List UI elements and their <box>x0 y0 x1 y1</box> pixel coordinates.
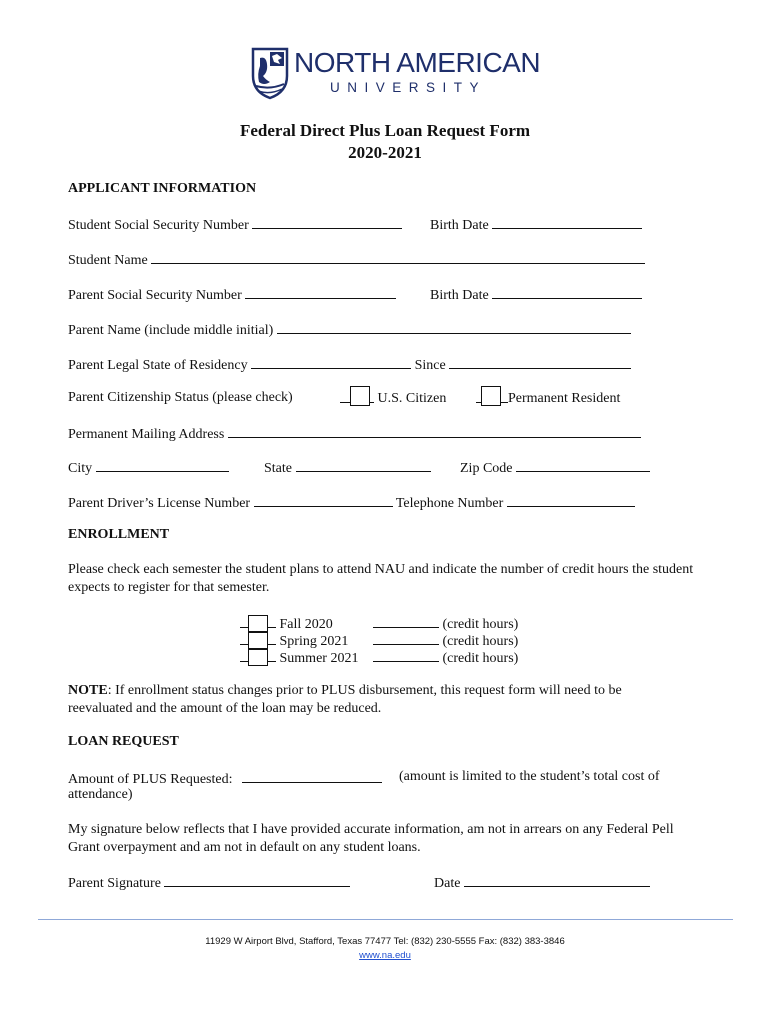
parent-ssn-field[interactable] <box>245 285 396 299</box>
spring-2021-hours-field[interactable] <box>373 631 439 645</box>
telephone-field[interactable] <box>507 493 635 507</box>
parent-birth-date-label: Birth Date <box>430 288 489 303</box>
summer-2021-checkbox[interactable] <box>248 649 268 666</box>
signature-field[interactable] <box>164 873 350 887</box>
license-field[interactable] <box>254 493 393 507</box>
credit-hours-label: (credit hours) <box>442 634 519 649</box>
fall-2020-checkbox[interactable] <box>248 615 268 632</box>
since-field[interactable] <box>449 355 631 369</box>
student-birth-date-field[interactable] <box>492 215 642 229</box>
underline <box>240 614 248 628</box>
logo-name-line1: NORTH AMERICAN <box>294 47 541 78</box>
certification-statement: My signature below reflects that I have provided accurate information, am not in arrears on any Federal Pell Grant overpayment and am not in default on any student loans. <box>68 822 674 855</box>
mailing-address-field[interactable] <box>228 424 641 438</box>
telephone-label: Telephone Number <box>395 496 504 511</box>
summer-2021-hours-field[interactable] <box>373 648 439 662</box>
underline <box>370 389 374 403</box>
semester-row <box>240 648 518 667</box>
footer-address: 11929 W Airport Blvd, Stafford, Texas 77477 Tel: (832) 230-5555 Fax: (832) 383-3846 <box>205 936 565 947</box>
website-link[interactable]: www.na.edu <box>359 950 411 961</box>
student-name-label: Student Name <box>68 253 148 268</box>
fall-2020-hours-field[interactable] <box>373 614 439 628</box>
legal-state-label: Parent Legal State of Residency <box>68 358 248 373</box>
student-name-field[interactable] <box>151 250 645 264</box>
permanent-resident-label: Permanent Resident <box>508 391 621 406</box>
amount-label: Amount of PLUS Requested: <box>68 772 233 787</box>
since-label: Since <box>414 358 446 373</box>
credit-hours-label: (credit hours) <box>442 651 519 666</box>
underline <box>240 631 248 645</box>
student-birth-date-label: Birth Date <box>430 218 489 233</box>
footer-divider <box>38 919 733 920</box>
state-field[interactable] <box>296 458 431 472</box>
credit-hours-label: (credit hours) <box>442 617 519 632</box>
city-field[interactable] <box>96 458 229 472</box>
enrollment-heading: ENROLLMENT <box>68 527 170 542</box>
form-year: 2020-2021 <box>348 143 422 162</box>
student-ssn-field[interactable] <box>252 215 402 229</box>
us-citizen-checkbox[interactable] <box>350 386 370 406</box>
zip-label: Zip Code <box>460 461 513 476</box>
license-label: Parent Driver’s License Number <box>68 496 251 511</box>
state-label: State <box>264 461 292 476</box>
parent-name-field[interactable] <box>277 320 631 334</box>
spring-2021-checkbox[interactable] <box>248 632 268 649</box>
signature-label: Parent Signature <box>68 876 161 891</box>
zip-field[interactable] <box>516 458 650 472</box>
semester-label: Spring 2021 <box>279 634 349 649</box>
permanent-resident-checkbox[interactable] <box>481 386 501 406</box>
applicant-heading: APPLICANT INFORMATION <box>68 181 257 196</box>
parent-ssn-label: Parent Social Security Number <box>68 288 242 303</box>
underline <box>268 648 276 662</box>
university-logo <box>250 46 541 102</box>
note-text: : If enrollment status changes prior to PLUS disbursement, this request form will need to be reevaluated and the amount of the loan may be reduced. <box>68 683 622 716</box>
parent-name-label: Parent Name (include middle initial) <box>68 323 274 338</box>
logo-name-line2: UNIVERSITY <box>330 80 487 95</box>
note-label: NOTE <box>68 683 108 698</box>
form-title: Federal Direct Plus Loan Request Form <box>239 121 531 140</box>
loan-heading: LOAN REQUEST <box>68 734 179 749</box>
shield-crest-icon <box>250 46 290 100</box>
underline <box>501 389 508 403</box>
enrollment-note <box>68 682 688 718</box>
signature-date-label: Date <box>434 876 461 891</box>
citizenship-label: Parent Citizenship Status (please check) <box>68 390 293 405</box>
student-ssn-label: Student Social Security Number <box>68 218 249 233</box>
legal-state-field[interactable] <box>251 355 411 369</box>
semester-label: Fall 2020 <box>279 617 333 632</box>
underline <box>240 648 248 662</box>
parent-birth-date-field[interactable] <box>492 285 642 299</box>
city-label: City <box>68 461 93 476</box>
underline <box>268 631 276 645</box>
us-citizen-label: U.S. Citizen <box>377 391 447 406</box>
underline <box>268 614 276 628</box>
amount-note: (amount is limited to the student’s total cost of attendance) <box>68 769 660 802</box>
signature-date-field[interactable] <box>464 873 650 887</box>
underline <box>340 389 350 403</box>
enrollment-instructions: Please check each semester the student plans to attend NAU and indicate the number of credit hours the student expects to register for that semester. <box>68 562 694 595</box>
semester-label: Summer 2021 <box>279 651 359 666</box>
mailing-address-label: Permanent Mailing Address <box>68 427 225 442</box>
